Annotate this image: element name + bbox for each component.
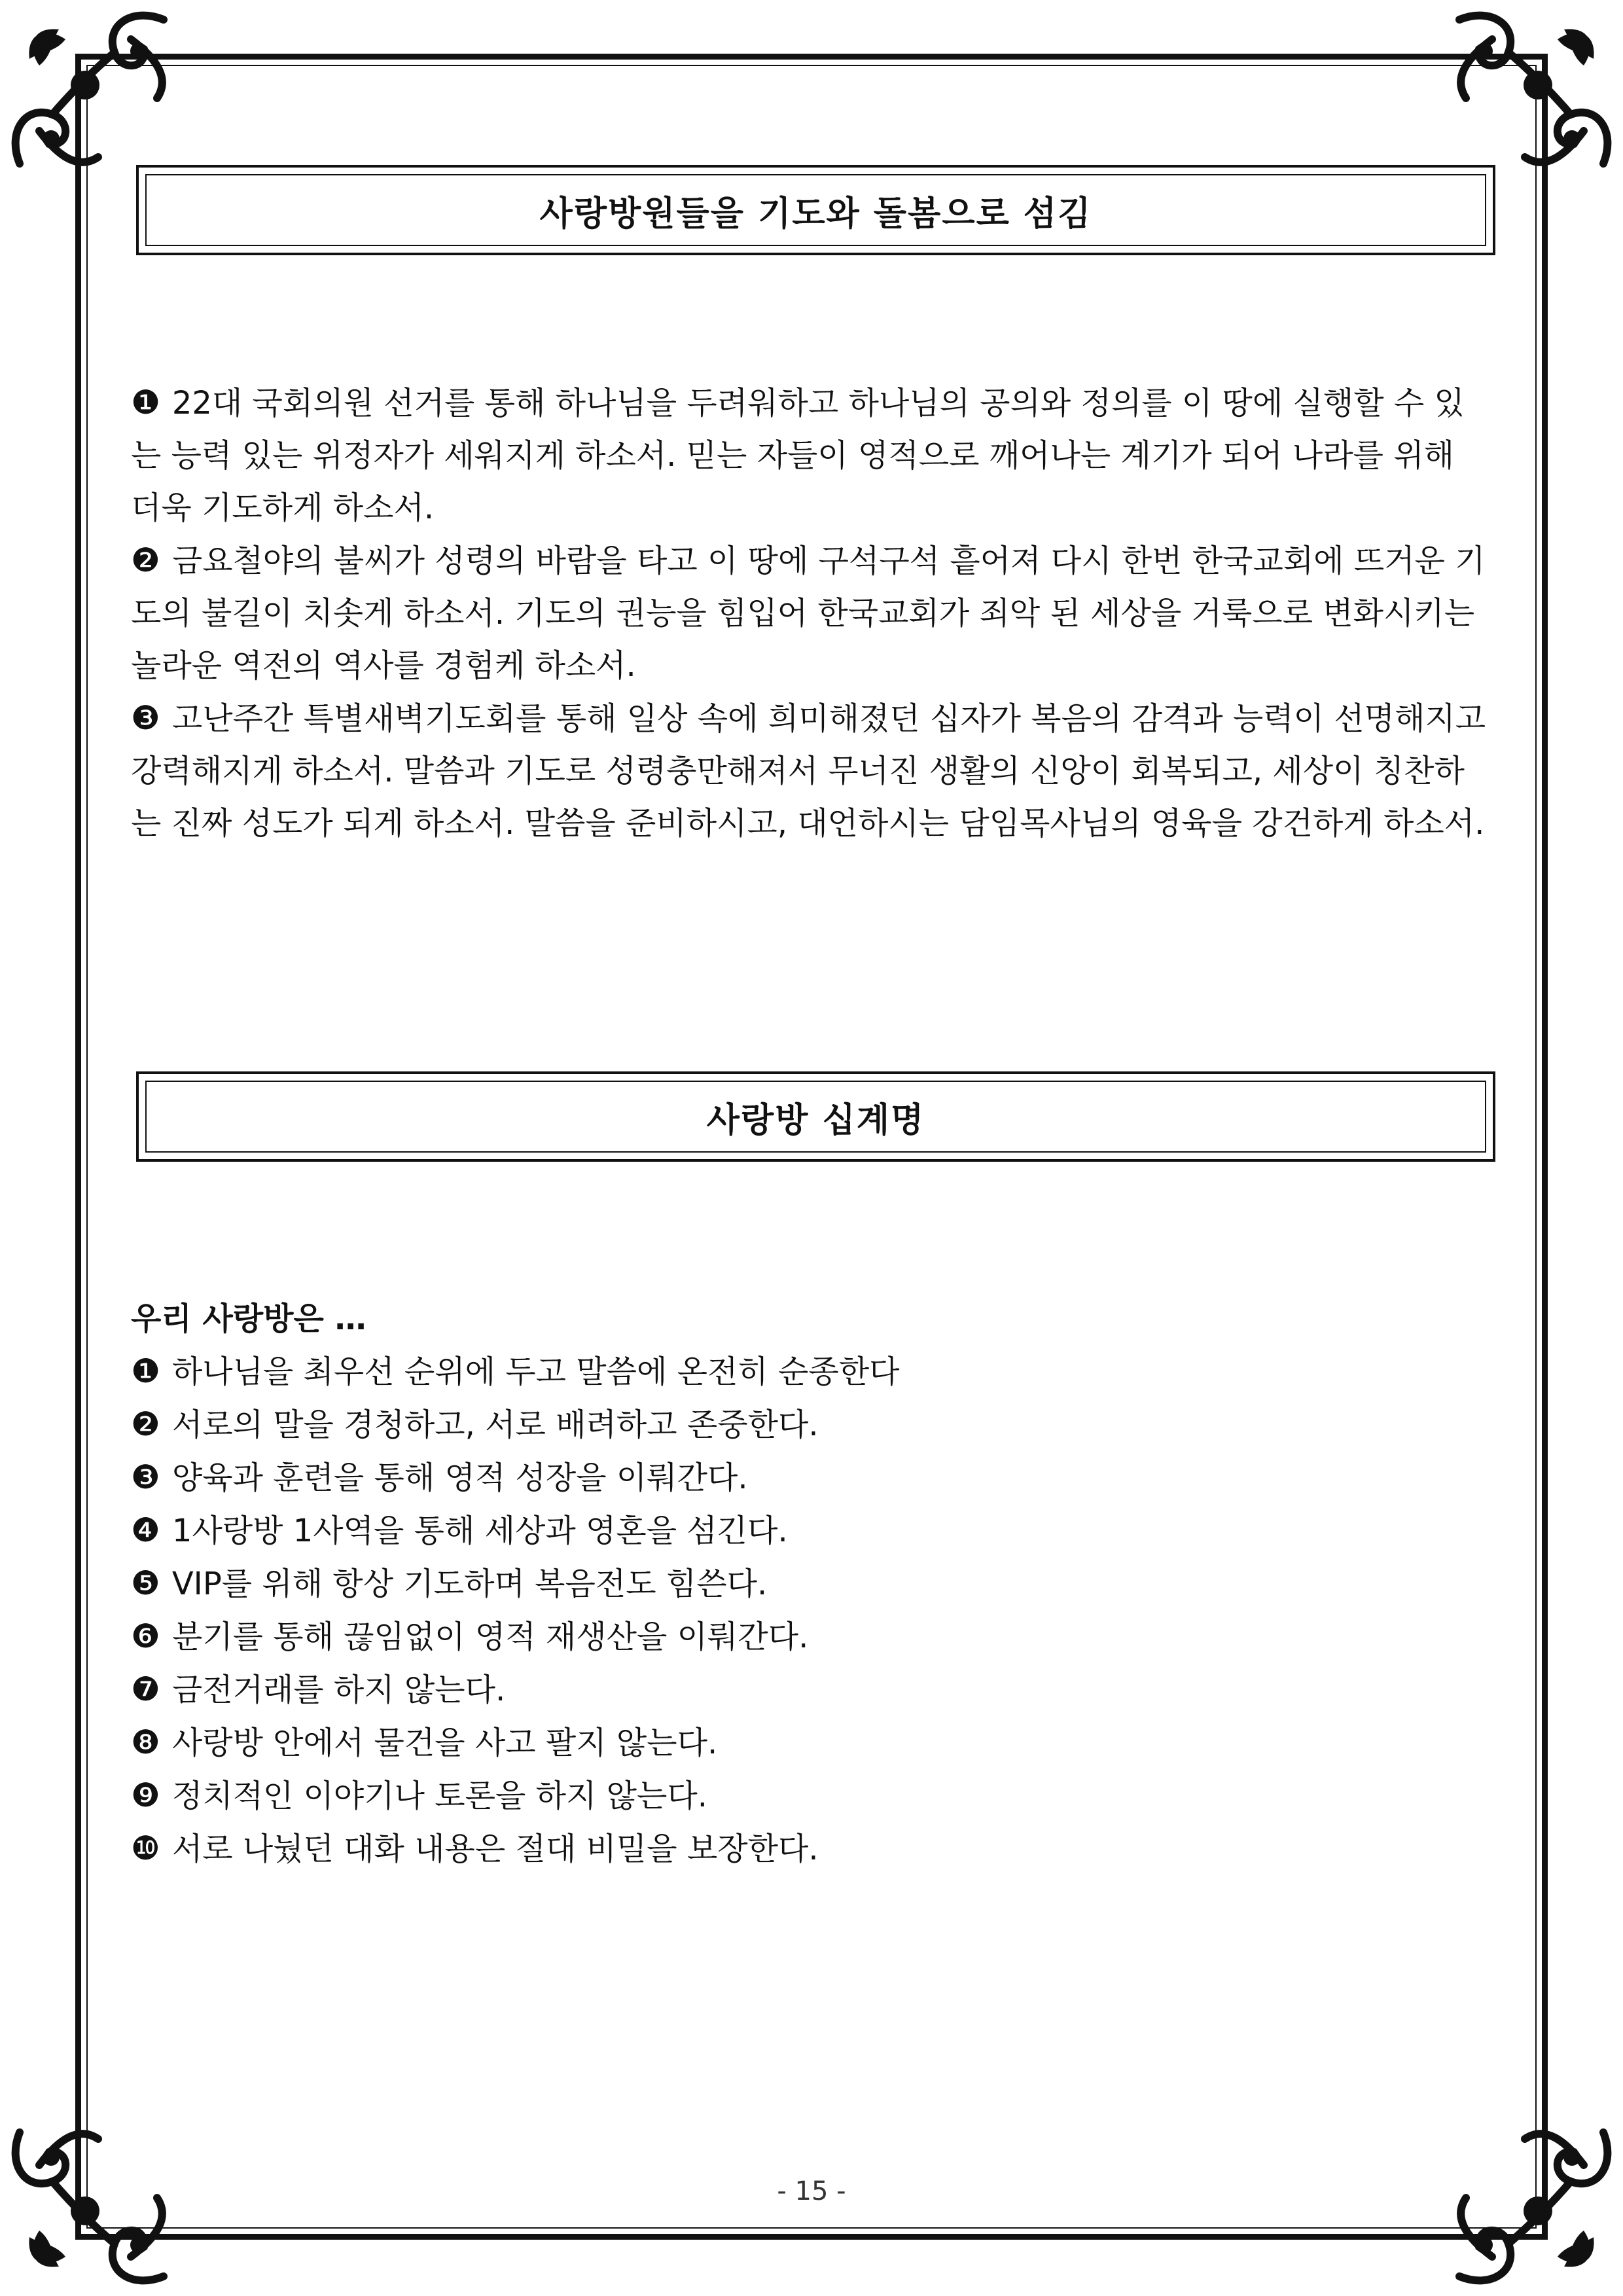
- number-bullet: ❷: [131, 1405, 160, 1443]
- number-bullet: ❷: [131, 541, 160, 579]
- prayer-list: [131, 376, 1492, 850]
- list-item: [131, 1504, 1492, 1557]
- section-title-box: [136, 1071, 1495, 1162]
- list-item: [131, 1663, 1492, 1716]
- list-item: [131, 1716, 1492, 1769]
- rule-text: 하나님을 최우선 순위에 두고 말씀에 온전히 순종한다: [171, 1354, 900, 1390]
- rule-text: 사랑방 안에서 물건을 사고 팔지 않는다.: [171, 1725, 718, 1761]
- page-number: - 15 -: [777, 2176, 846, 2206]
- section-title-box: [136, 165, 1495, 255]
- number-bullet: ❹: [131, 1511, 160, 1549]
- list-item: [131, 1769, 1492, 1822]
- list-item: [131, 1557, 1492, 1610]
- rules-intro: 우리 사랑방은 …: [131, 1300, 366, 1337]
- rule-text: 서로 나눴던 대화 내용은 절대 비밀을 보장한다.: [171, 1831, 819, 1867]
- section-title-frame: [145, 174, 1486, 246]
- list-item: [131, 1398, 1492, 1451]
- number-bullet: ❶: [131, 1352, 160, 1390]
- list-item: [131, 1345, 1492, 1398]
- prayer-text: 고난주간 특별새벽기도회를 통해 일상 속에 희미해졌던 십자가 복음의 감격과 능력이 선명해지고 강력해지게 하소서. 말씀과 기도로 성령충만해져서 무너진 생활의 신앙이 회복되고, 세상이 칭찬하는 진짜 성도가 되게 하소서. 말씀을 준비하시고, 대언하시는 담임목사님의 영육을 강건하게 하소서.: [131, 700, 1486, 842]
- list-item: [131, 1822, 1492, 1875]
- rule-text: 1사랑방 1사역을 통해 세상과 영혼을 섬긴다.: [171, 1513, 788, 1549]
- number-bullet: ❾: [131, 1776, 160, 1814]
- list-item: [131, 1610, 1492, 1663]
- number-bullet: ❸: [131, 699, 160, 737]
- prayer-item: [131, 692, 1492, 850]
- number-bullet: ❽: [131, 1723, 160, 1761]
- number-bullet: ❸: [131, 1458, 160, 1496]
- rule-text: VIP를 위해 항상 기도하며 복음전도 힘쓴다.: [171, 1566, 768, 1602]
- rules-list: [131, 1293, 1492, 1875]
- number-bullet: ❶: [131, 384, 160, 422]
- section-title: 사랑방원들을 기도와 돌봄으로 섬김: [539, 194, 1092, 234]
- rule-text: 금전거래를 하지 않는다.: [171, 1672, 506, 1708]
- number-bullet: ❿: [131, 1829, 160, 1867]
- rule-text: 서로의 말을 경청하고, 서로 배려하고 존중한다.: [171, 1407, 819, 1443]
- rule-text: 분기를 통해 끊임없이 영적 재생산을 이뤄간다.: [171, 1619, 809, 1655]
- prayer-text: 22대 국회의원 선거를 통해 하나님을 두려워하고 하나님의 공의와 정의를 이 땅에 실행할 수 있는 능력 있는 위정자가 세워지게 하소서. 믿는 자들이 영적으로 깨어나는 계기가 되어 나라를 위해 더욱 기도하게 하소서.: [131, 385, 1465, 526]
- commandments-list: [131, 1345, 1492, 1875]
- prayer-text: 금요철야의 불씨가 성령의 바람을 타고 이 땅에 구석구석 흩어져 다시 한번 한국교회에 뜨거운 기도의 불길이 치솟게 하소서. 기도의 권능을 힘입어 한국교회가 죄악 된 세상을 거룩으로 변화시키는 놀라운 역전의 역사를 경험케 하소서.: [131, 543, 1486, 684]
- prayer-item: [131, 534, 1492, 692]
- rule-text: 양육과 훈련을 통해 영적 성장을 이뤄간다.: [171, 1460, 748, 1496]
- list-item: [131, 1451, 1492, 1504]
- section-title: 사랑방 십계명: [706, 1100, 925, 1140]
- rule-text: 정치적인 이야기나 토론을 하지 않는다.: [171, 1778, 708, 1814]
- prayer-item: [131, 376, 1492, 534]
- number-bullet: ❻: [131, 1617, 160, 1655]
- number-bullet: ❺: [131, 1564, 160, 1602]
- section-title-frame: [145, 1081, 1486, 1153]
- number-bullet: ❼: [131, 1670, 160, 1708]
